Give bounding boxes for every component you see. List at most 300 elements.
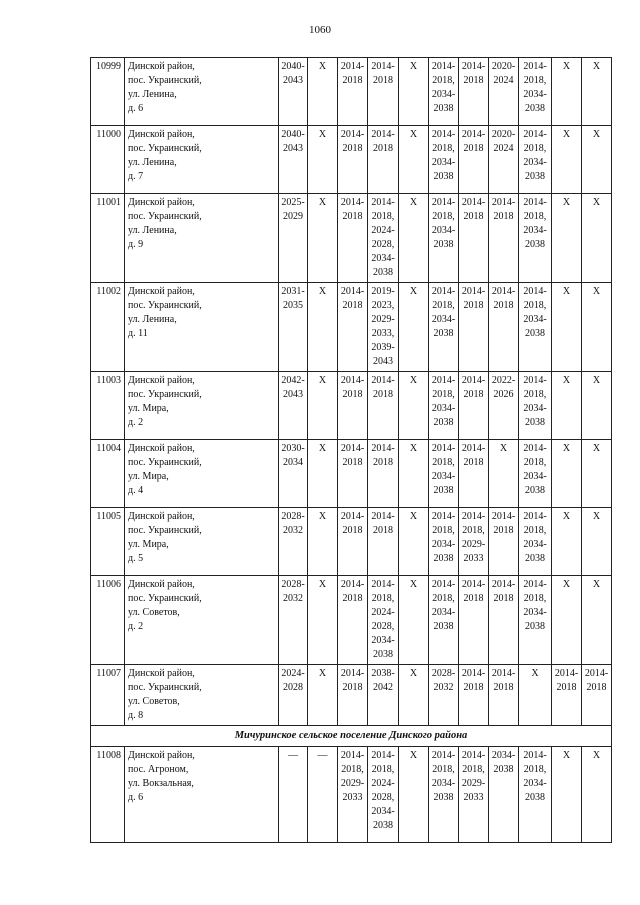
cell-line: 2038 — [433, 417, 454, 428]
value-cell — [552, 58, 582, 126]
cell-line: д. 8 — [128, 710, 144, 721]
row-id: 11003 — [91, 372, 125, 440]
cell-line: 2033 — [463, 553, 484, 564]
cell-line: 2018 — [342, 389, 363, 400]
cell-line: ул. Советов, — [128, 607, 180, 618]
cell-line: д. 7 — [128, 171, 144, 182]
cell-line: 2034- — [431, 89, 456, 100]
cell-line: 2018 — [342, 211, 363, 222]
value-cell — [582, 508, 612, 576]
cell-line: 2014- — [431, 750, 456, 761]
cell-line: 2038 — [493, 764, 514, 775]
cell-line: 2014- — [523, 375, 547, 386]
value-cell — [399, 747, 429, 843]
cell-line: 2024 — [493, 143, 514, 154]
value-cell — [552, 576, 582, 665]
cell-line: 2020- — [491, 129, 516, 140]
cell-line: 2032 — [433, 682, 454, 693]
cell-line: 2034- — [431, 607, 456, 618]
cell-line: ул. Ленина, — [128, 314, 177, 325]
value-cell — [582, 665, 612, 726]
cell-line: 2035 — [283, 300, 303, 311]
cell-line: 2018 — [373, 525, 393, 536]
address-cell — [125, 747, 279, 843]
cell-line: 2028- — [431, 668, 456, 679]
cell-line: X — [409, 375, 418, 386]
cell-line: 2033, — [371, 328, 395, 339]
cell-line: 2038 — [525, 621, 545, 632]
cell-line: 2019- — [371, 286, 395, 297]
cell-line: 2014- — [340, 511, 365, 522]
cell-line: 2014- — [523, 750, 547, 761]
cell-line: ул. Мира, — [128, 539, 169, 550]
value-cell — [429, 576, 459, 665]
row-id: 11000 — [91, 126, 125, 194]
cell-line: 2029- — [340, 778, 365, 789]
address-cell — [125, 194, 279, 283]
cell-line: 2034- — [431, 403, 456, 414]
cell-line: 2018 — [342, 525, 363, 536]
cell-line: 2034- — [523, 607, 547, 618]
value-cell — [552, 372, 582, 440]
value-cell — [582, 372, 612, 440]
cell-line: 2020- — [491, 61, 516, 72]
value-cell — [552, 665, 582, 726]
cell-line: 2018, — [432, 300, 455, 311]
cell-line: 2028- — [281, 511, 305, 522]
cell-line: 2018, — [523, 525, 547, 536]
cell-line: 2014- — [431, 579, 456, 590]
value-cell — [489, 372, 519, 440]
value-cell — [519, 576, 552, 665]
cell-line: 2018, — [523, 75, 547, 86]
row-id: 11005 — [91, 508, 125, 576]
value-cell — [519, 747, 552, 843]
cell-line: 2014- — [461, 286, 486, 297]
cell-line: 2018 — [373, 75, 393, 86]
cell-line: Динской район, — [128, 668, 195, 679]
value-cell — [582, 747, 612, 843]
value-cell — [399, 372, 429, 440]
cell-line: 2014- — [431, 129, 456, 140]
cell-line: ул. Ленина, — [128, 157, 177, 168]
cell-line: 2024- — [281, 668, 305, 679]
cell-line: 2014- — [340, 750, 365, 761]
cell-line: X — [562, 511, 571, 522]
value-cell — [519, 508, 552, 576]
cell-line: 2018, — [432, 211, 455, 222]
cell-line: 2014- — [461, 750, 486, 761]
value-cell — [368, 576, 399, 665]
value-cell — [338, 440, 368, 508]
cell-line: 2018, — [371, 764, 395, 775]
table-row — [91, 665, 612, 726]
row-id: 11007 — [91, 665, 125, 726]
cell-line: 2018, — [462, 525, 485, 536]
value-cell — [489, 58, 519, 126]
value-cell — [338, 283, 368, 372]
value-cell — [489, 665, 519, 726]
cell-line: 2018, — [432, 764, 455, 775]
cell-line: 2024- — [371, 225, 395, 236]
cell-line: д. 2 — [128, 621, 144, 632]
cell-line: X — [318, 197, 327, 208]
value-cell — [489, 576, 519, 665]
cell-line: X — [409, 129, 418, 140]
cell-line: 2014- — [371, 375, 395, 386]
cell-line: 2014- — [431, 286, 456, 297]
cell-line: 2018 — [342, 300, 363, 311]
cell-line: ул. Мира, — [128, 403, 169, 414]
value-cell — [519, 126, 552, 194]
cell-line: 2038 — [433, 553, 454, 564]
value-cell — [308, 126, 338, 194]
value-cell — [279, 440, 308, 508]
value-cell — [279, 58, 308, 126]
value-cell — [368, 508, 399, 576]
cell-line: 2026 — [493, 389, 514, 400]
cell-line: 2014- — [461, 443, 486, 454]
cell-line: X — [562, 197, 571, 208]
value-cell — [459, 747, 489, 843]
cell-line: 2028, — [371, 621, 395, 632]
cell-line: 2014- — [461, 197, 486, 208]
cell-line: 2018 — [463, 143, 484, 154]
cell-line: 2034- — [431, 157, 456, 168]
table-row — [91, 747, 612, 843]
cell-line: 2040- — [281, 129, 305, 140]
cell-line: 2038 — [433, 485, 454, 496]
cell-line: 2014- — [554, 668, 579, 679]
table-body-before — [91, 58, 612, 726]
section-title: Мичуринское сельское поселение Динского района — [91, 726, 612, 747]
cell-line: 2023, — [371, 300, 395, 311]
cell-line: 2018, — [523, 211, 547, 222]
cell-line: X — [499, 443, 508, 454]
cell-line: 2018, — [462, 764, 485, 775]
cell-line: 2034- — [371, 806, 395, 817]
value-cell — [279, 126, 308, 194]
page-number: 1060 — [309, 24, 331, 36]
cell-line: X — [592, 286, 601, 297]
cell-line: 2029- — [461, 539, 486, 550]
cell-line: 2034- — [523, 471, 547, 482]
cell-line: 2018, — [523, 300, 547, 311]
cell-line: 2014- — [431, 443, 456, 454]
cell-line: 2043 — [283, 75, 303, 86]
value-cell — [368, 665, 399, 726]
cell-line: д. 11 — [128, 328, 148, 339]
value-cell — [338, 126, 368, 194]
row-id: 10999 — [91, 58, 125, 126]
cell-line: 2025- — [281, 197, 305, 208]
value-cell — [338, 58, 368, 126]
cell-line: пос. Украинский, — [128, 457, 202, 468]
cell-line: 2029 — [283, 211, 303, 222]
value-cell — [429, 58, 459, 126]
cell-line: Динской район, — [128, 579, 195, 590]
value-cell — [279, 508, 308, 576]
cell-line: 2034- — [431, 225, 456, 236]
cell-line: 2038 — [433, 171, 454, 182]
cell-line: Динской район, — [128, 129, 195, 140]
cell-line: 2014- — [523, 286, 547, 297]
value-cell — [399, 576, 429, 665]
cell-line: 2014- — [371, 750, 395, 761]
cell-line: ул. Мира, — [128, 471, 169, 482]
cell-line: 2014- — [491, 579, 516, 590]
cell-line: 2018 — [493, 525, 514, 536]
cell-line: 2014- — [340, 443, 365, 454]
cell-line: X — [592, 443, 601, 454]
value-cell — [279, 194, 308, 283]
cell-line: 2014- — [461, 668, 486, 679]
value-cell — [308, 440, 338, 508]
value-cell — [582, 126, 612, 194]
cell-line: 2040- — [281, 61, 305, 72]
cell-line: 2018, — [371, 593, 395, 604]
cell-line: 2029- — [371, 314, 395, 325]
cell-line: 2034- — [491, 750, 516, 761]
cell-line: 2018, — [341, 764, 364, 775]
cell-line: X — [592, 750, 601, 761]
cell-line: 2014- — [461, 579, 486, 590]
value-cell — [489, 747, 519, 843]
cell-line: 2034- — [523, 778, 547, 789]
cell-line: 2018 — [493, 211, 514, 222]
section-row — [91, 726, 612, 747]
cell-line: 2018 — [586, 682, 607, 693]
value-cell — [368, 440, 399, 508]
value-cell — [429, 126, 459, 194]
cell-line: 2018, — [523, 143, 547, 154]
cell-line: 2014- — [431, 375, 456, 386]
row-id: 11008 — [91, 747, 125, 843]
value-cell — [489, 283, 519, 372]
cell-line: X — [409, 668, 418, 679]
cell-line: X — [318, 375, 327, 386]
cell-line: 2018 — [493, 682, 514, 693]
value-cell — [489, 440, 519, 508]
cell-line: 2018, — [432, 143, 455, 154]
cell-line: 2038 — [525, 485, 545, 496]
cell-line: X — [318, 511, 327, 522]
value-cell — [399, 508, 429, 576]
address-cell — [125, 126, 279, 194]
cell-line: X — [409, 286, 418, 297]
cell-line: 2014- — [340, 375, 365, 386]
cell-line: пос. Агроном, — [128, 764, 189, 775]
cell-line: 2014- — [371, 579, 395, 590]
cell-line: X — [318, 579, 327, 590]
value-cell — [582, 283, 612, 372]
cell-line: 2014- — [340, 129, 365, 140]
value-cell — [459, 283, 489, 372]
cell-line: д. 6 — [128, 103, 144, 114]
value-cell — [368, 126, 399, 194]
cell-line: 2030- — [281, 443, 305, 454]
cell-line: Динской район, — [128, 443, 195, 454]
cell-line: 2043 — [283, 389, 303, 400]
cell-line: 2018, — [432, 389, 455, 400]
cell-line: пос. Украинский, — [128, 525, 202, 536]
value-cell — [429, 283, 459, 372]
row-id: 11002 — [91, 283, 125, 372]
table-row — [91, 576, 612, 665]
cell-line: 2038 — [373, 820, 393, 831]
value-cell — [459, 576, 489, 665]
cell-line: 2034- — [371, 253, 395, 264]
cell-line: 2018, — [523, 593, 547, 604]
cell-line: X — [409, 750, 418, 761]
cell-line: 2018 — [463, 682, 484, 693]
cell-line: 2014- — [371, 443, 395, 454]
cell-line: Динской район, — [128, 197, 195, 208]
cell-line: 2014- — [371, 197, 395, 208]
cell-line: X — [562, 375, 571, 386]
address-cell — [125, 283, 279, 372]
cell-line: 2033 — [463, 792, 484, 803]
table-row — [91, 372, 612, 440]
value-cell — [489, 508, 519, 576]
cell-line: X — [531, 668, 539, 679]
table-row — [91, 194, 612, 283]
cell-line: X — [318, 668, 327, 679]
cell-line: X — [592, 375, 601, 386]
cell-line: д. 4 — [128, 485, 144, 496]
cell-line: X — [318, 61, 327, 72]
table-row — [91, 508, 612, 576]
cell-line: — — [288, 750, 298, 761]
cell-line: 2038 — [433, 328, 454, 339]
value-cell — [368, 194, 399, 283]
cell-line: 2018, — [432, 593, 455, 604]
cell-line: 2018 — [493, 300, 514, 311]
value-cell — [279, 665, 308, 726]
cell-line: 2014- — [523, 443, 547, 454]
cell-line: 2024- — [371, 778, 395, 789]
value-cell — [519, 194, 552, 283]
cell-line: пос. Украинский, — [128, 682, 202, 693]
value-cell — [308, 283, 338, 372]
cell-line: Динской район, — [128, 375, 195, 386]
value-cell — [429, 508, 459, 576]
value-cell — [459, 194, 489, 283]
cell-line: 2014- — [523, 579, 547, 590]
cell-line: 2038 — [373, 649, 393, 660]
cell-line: 2034- — [431, 314, 456, 325]
cell-line: 2014- — [461, 129, 486, 140]
cell-line: 2029- — [461, 778, 486, 789]
cell-line: ул. Вокзальная, — [128, 778, 194, 789]
cell-line: X — [409, 579, 418, 590]
value-cell — [429, 372, 459, 440]
cell-line: 2038 — [525, 792, 545, 803]
cell-line: X — [592, 511, 601, 522]
cell-line: 2038 — [525, 171, 545, 182]
cell-line: пос. Украинский, — [128, 143, 202, 154]
cell-line: X — [592, 579, 601, 590]
cell-line: ул. Советов, — [128, 696, 180, 707]
value-cell — [399, 58, 429, 126]
value-cell — [308, 747, 338, 843]
address-cell — [125, 576, 279, 665]
cell-line: 2014- — [371, 511, 395, 522]
value-cell — [582, 440, 612, 508]
value-cell — [338, 508, 368, 576]
cell-line: пос. Украинский, — [128, 75, 202, 86]
value-cell — [399, 283, 429, 372]
table-row — [91, 58, 612, 126]
value-cell — [489, 126, 519, 194]
value-cell — [308, 665, 338, 726]
cell-line: 2038 — [433, 239, 454, 250]
cell-line: Динской район, — [128, 61, 195, 72]
address-cell — [125, 440, 279, 508]
value-cell — [582, 576, 612, 665]
cell-line: пос. Украинский, — [128, 211, 202, 222]
cell-line: 2018, — [523, 457, 547, 468]
cell-line: 2018 — [463, 75, 484, 86]
cell-line: 2042 — [373, 682, 393, 693]
value-cell — [519, 665, 552, 726]
cell-line: 2014- — [584, 668, 609, 679]
cell-line: X — [409, 61, 418, 72]
value-cell — [338, 372, 368, 440]
value-cell — [368, 747, 399, 843]
cell-line: 2034- — [523, 403, 547, 414]
cell-line: 2034- — [523, 314, 547, 325]
cell-line: 2042- — [281, 375, 305, 386]
value-cell — [279, 747, 308, 843]
cell-line: X — [562, 750, 571, 761]
value-cell — [459, 508, 489, 576]
cell-line: 2014- — [461, 61, 486, 72]
cell-line: 2028, — [371, 792, 395, 803]
cell-line: 2018, — [432, 457, 455, 468]
cell-line: 2014- — [371, 129, 395, 140]
row-id: 11001 — [91, 194, 125, 283]
cell-line: 2018 — [373, 457, 393, 468]
value-cell — [582, 58, 612, 126]
cell-line: 2018 — [342, 457, 363, 468]
value-cell — [459, 440, 489, 508]
cell-line: 2014- — [340, 286, 365, 297]
value-cell — [429, 665, 459, 726]
cell-line: 2014- — [431, 61, 456, 72]
value-cell — [429, 440, 459, 508]
cell-line: X — [409, 197, 418, 208]
cell-line: 2028, — [371, 239, 395, 250]
value-cell — [368, 58, 399, 126]
cell-line: 2028 — [283, 682, 303, 693]
cell-line: 2038 — [525, 553, 545, 564]
cell-line: 2014- — [431, 511, 456, 522]
value-cell — [308, 58, 338, 126]
value-cell — [552, 194, 582, 283]
cell-line: 2033 — [342, 792, 363, 803]
value-cell — [399, 194, 429, 283]
cell-line: 2014- — [523, 129, 547, 140]
cell-line: 2038 — [525, 103, 545, 114]
cell-line: 2014- — [340, 579, 365, 590]
cell-line: пос. Украинский, — [128, 300, 202, 311]
value-cell — [399, 665, 429, 726]
value-cell — [399, 126, 429, 194]
cell-line: X — [562, 443, 571, 454]
cell-line: 2032 — [283, 525, 303, 536]
cell-line: 2014- — [431, 197, 456, 208]
